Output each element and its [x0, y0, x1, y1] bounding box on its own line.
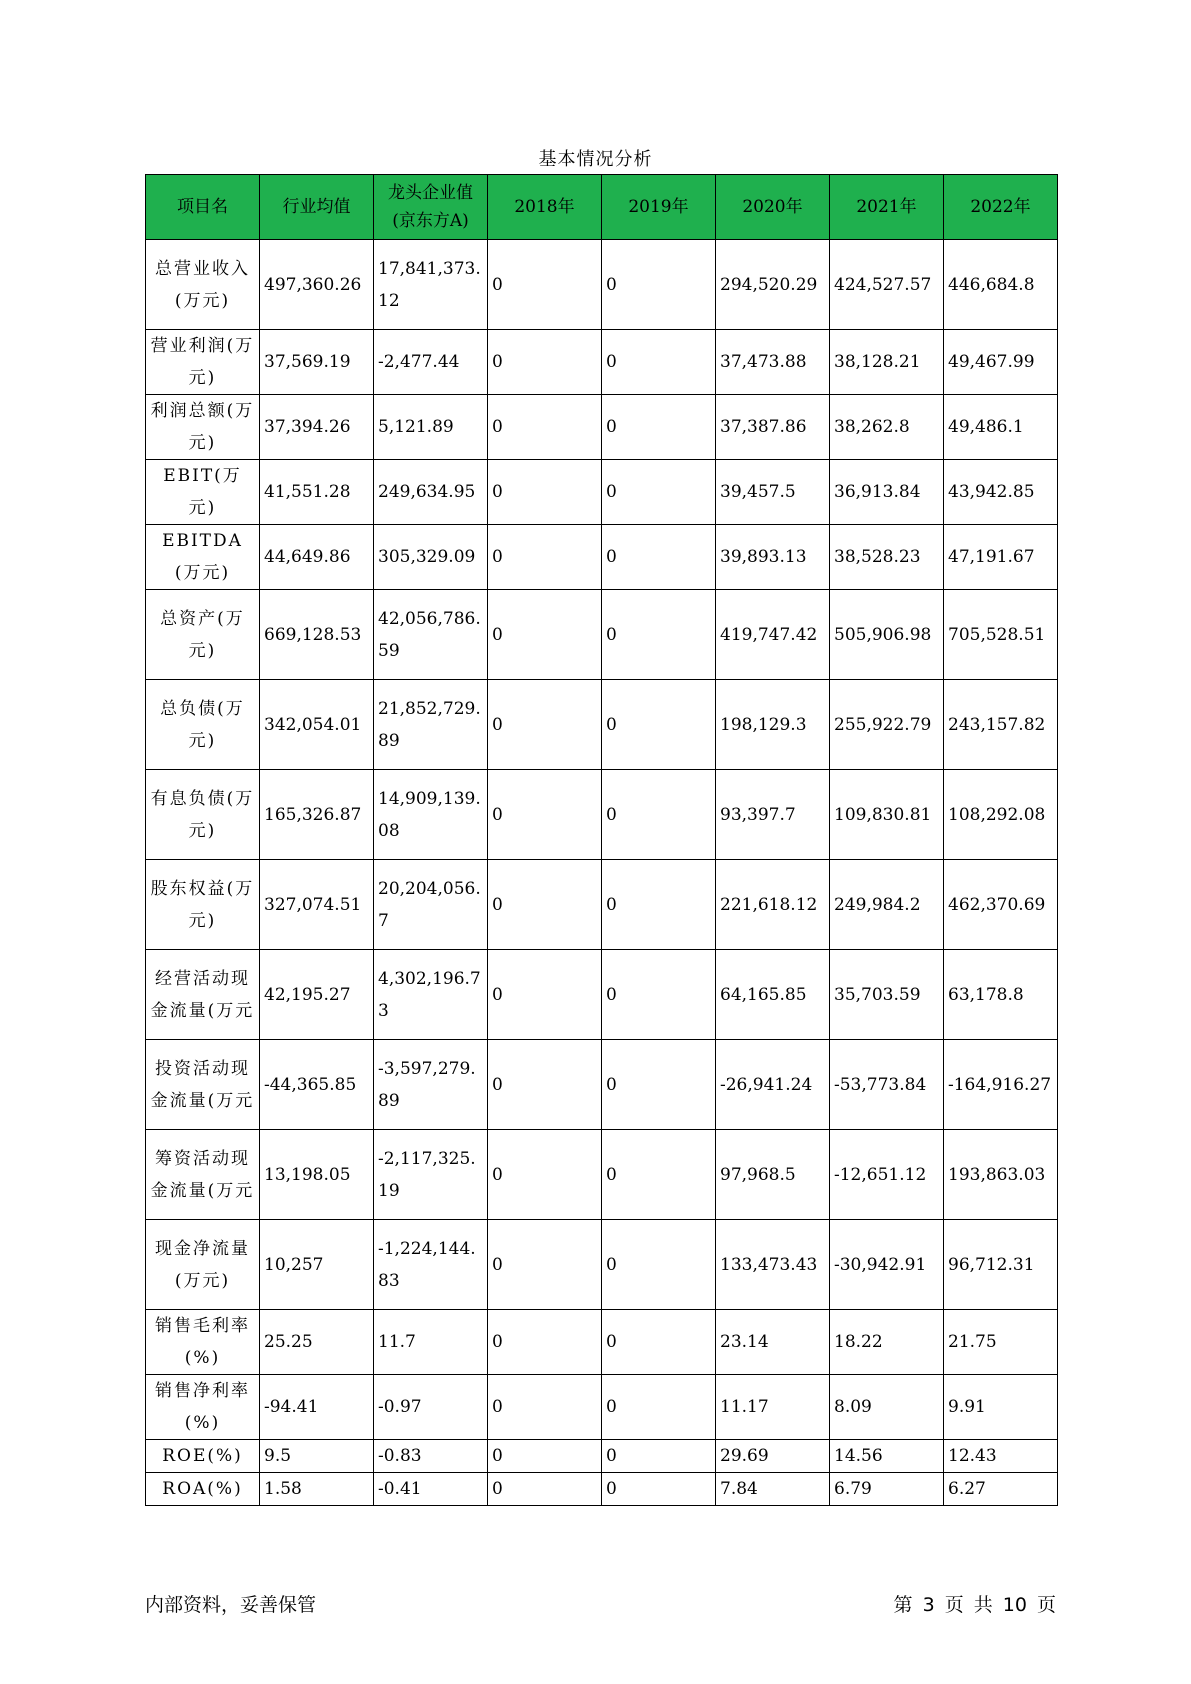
table-cell: 42,195.27: [260, 950, 374, 1040]
table-cell: 0: [488, 1375, 602, 1440]
table-cell: -0.83: [374, 1440, 488, 1473]
table-cell: 446,684.8: [944, 240, 1058, 330]
table-cell: 8.09: [830, 1375, 944, 1440]
table-cell: 0: [602, 1473, 716, 1506]
table-cell: -2,117,325.19: [374, 1130, 488, 1220]
table-cell: -44,365.85: [260, 1040, 374, 1130]
table-cell: 0: [488, 770, 602, 860]
table-cell: 0: [602, 1310, 716, 1375]
table-row: [146, 1440, 1058, 1473]
table-cell: 0: [488, 1440, 602, 1473]
table-body: [146, 240, 1058, 1506]
table-cell: 0: [602, 330, 716, 395]
header-year-2019: 2019年: [602, 175, 716, 240]
table-cell: 0: [488, 1310, 602, 1375]
table-row: [146, 590, 1058, 680]
table-cell: 497,360.26: [260, 240, 374, 330]
table-cell: 0: [488, 525, 602, 590]
table-cell: 327,074.51: [260, 860, 374, 950]
header-industry-average: 行业均值: [260, 175, 374, 240]
table-row: [146, 1040, 1058, 1130]
table-cell: 41,551.28: [260, 460, 374, 525]
table-cell: 23.14: [716, 1310, 830, 1375]
table-cell: 44,649.86: [260, 525, 374, 590]
table-cell: 0: [488, 460, 602, 525]
table-cell: 0: [602, 1375, 716, 1440]
table-cell: 96,712.31: [944, 1220, 1058, 1310]
table-cell: 165,326.87: [260, 770, 374, 860]
table-row: [146, 1310, 1058, 1375]
table-cell: 37,569.19: [260, 330, 374, 395]
table-cell: 6.79: [830, 1473, 944, 1506]
table-cell: 93,397.7: [716, 770, 830, 860]
table-cell: 63,178.8: [944, 950, 1058, 1040]
header-leader-value: 龙头企业值(京东方A): [374, 175, 488, 240]
table-cell: 64,165.85: [716, 950, 830, 1040]
footer-confidential-note: 内部资料，妥善保管: [145, 1594, 317, 1616]
table-cell: 462,370.69: [944, 860, 1058, 950]
row-label: 经营活动现金流量(万元: [146, 950, 260, 1040]
table-cell: 424,527.57: [830, 240, 944, 330]
table-cell: 39,457.5: [716, 460, 830, 525]
row-label: 销售毛利率(%): [146, 1310, 260, 1375]
row-label: EBITDA(万元): [146, 525, 260, 590]
row-label: 总负债(万元): [146, 680, 260, 770]
table-cell: 0: [602, 770, 716, 860]
table-cell: 0: [488, 395, 602, 460]
table-row: [146, 770, 1058, 860]
table-cell: 294,520.29: [716, 240, 830, 330]
table-cell: 0: [488, 1130, 602, 1220]
table-cell: 669,128.53: [260, 590, 374, 680]
table-cell: 0: [602, 1440, 716, 1473]
header-row: [146, 175, 1058, 240]
header-year-2018: 2018年: [488, 175, 602, 240]
row-label: 现金净流量(万元): [146, 1220, 260, 1310]
row-label: ROA(%): [146, 1473, 260, 1506]
table-cell: 9.5: [260, 1440, 374, 1473]
table-cell: 20,204,056.7: [374, 860, 488, 950]
footer-page-number: 第 3 页 共 10 页: [893, 1594, 1056, 1616]
table-row: [146, 330, 1058, 395]
table-cell: 97,968.5: [716, 1130, 830, 1220]
table-cell: -12,651.12: [830, 1130, 944, 1220]
table-cell: -0.97: [374, 1375, 488, 1440]
analysis-table: [145, 174, 1058, 1506]
table-cell: 37,394.26: [260, 395, 374, 460]
table-cell: 108,292.08: [944, 770, 1058, 860]
table-cell: 37,473.88: [716, 330, 830, 395]
table-cell: -2,477.44: [374, 330, 488, 395]
table-row: [146, 950, 1058, 1040]
table-cell: 37,387.86: [716, 395, 830, 460]
table-cell: 255,922.79: [830, 680, 944, 770]
table-row: [146, 1130, 1058, 1220]
row-label: EBIT(万元): [146, 460, 260, 525]
header-year-2022: 2022年: [944, 175, 1058, 240]
table-cell: 0: [602, 860, 716, 950]
table-cell: 0: [488, 1473, 602, 1506]
table-cell: 0: [602, 590, 716, 680]
table-cell: 0: [488, 590, 602, 680]
table-cell: 419,747.42: [716, 590, 830, 680]
table-cell: -164,916.27: [944, 1040, 1058, 1130]
table-cell: 305,329.09: [374, 525, 488, 590]
table-row: [146, 460, 1058, 525]
table-cell: 29.69: [716, 1440, 830, 1473]
table-cell: 0: [488, 1040, 602, 1130]
table-cell: 0: [488, 1220, 602, 1310]
table-row: [146, 240, 1058, 330]
table-cell: 5,121.89: [374, 395, 488, 460]
table-cell: -30,942.91: [830, 1220, 944, 1310]
table-cell: 243,157.82: [944, 680, 1058, 770]
table-cell: 14.56: [830, 1440, 944, 1473]
table-cell: 0: [488, 680, 602, 770]
table-cell: 1.58: [260, 1473, 374, 1506]
table-cell: 42,056,786.59: [374, 590, 488, 680]
table-cell: 18.22: [830, 1310, 944, 1375]
table-cell: 38,128.21: [830, 330, 944, 395]
table-row: [146, 1375, 1058, 1440]
table-cell: 11.7: [374, 1310, 488, 1375]
table-cell: 38,262.8: [830, 395, 944, 460]
table-cell: 13,198.05: [260, 1130, 374, 1220]
table-cell: 705,528.51: [944, 590, 1058, 680]
row-label: 筹资活动现金流量(万元: [146, 1130, 260, 1220]
table-cell: -1,224,144.83: [374, 1220, 488, 1310]
table-cell: -26,941.24: [716, 1040, 830, 1130]
table-cell: 198,129.3: [716, 680, 830, 770]
table-cell: -3,597,279.89: [374, 1040, 488, 1130]
table-row: [146, 860, 1058, 950]
table-cell: -94.41: [260, 1375, 374, 1440]
table-cell: 193,863.03: [944, 1130, 1058, 1220]
table-cell: 0: [602, 1040, 716, 1130]
row-label: 总资产(万元): [146, 590, 260, 680]
table-cell: 11.17: [716, 1375, 830, 1440]
header-item-name: 项目名: [146, 175, 260, 240]
table-cell: 6.27: [944, 1473, 1058, 1506]
table-cell: 14,909,139.08: [374, 770, 488, 860]
table-cell: -0.41: [374, 1473, 488, 1506]
table-cell: 0: [488, 330, 602, 395]
table-cell: 7.84: [716, 1473, 830, 1506]
table-cell: 249,634.95: [374, 460, 488, 525]
table-row: [146, 1473, 1058, 1506]
table-cell: 35,703.59: [830, 950, 944, 1040]
table-cell: 109,830.81: [830, 770, 944, 860]
table-cell: 249,984.2: [830, 860, 944, 950]
table-cell: 0: [602, 240, 716, 330]
table-row: [146, 395, 1058, 460]
table-cell: 342,054.01: [260, 680, 374, 770]
table-cell: 21,852,729.89: [374, 680, 488, 770]
table-cell: 0: [488, 950, 602, 1040]
table-cell: 25.25: [260, 1310, 374, 1375]
table-cell: 36,913.84: [830, 460, 944, 525]
table-cell: 0: [488, 860, 602, 950]
table-cell: -53,773.84: [830, 1040, 944, 1130]
table-cell: 49,467.99: [944, 330, 1058, 395]
table-cell: 0: [602, 1220, 716, 1310]
row-label: 销售净利率(%): [146, 1375, 260, 1440]
table-cell: 133,473.43: [716, 1220, 830, 1310]
table-cell: 12.43: [944, 1440, 1058, 1473]
row-label: 营业利润(万元): [146, 330, 260, 395]
row-label: 投资活动现金流量(万元: [146, 1040, 260, 1130]
header-year-2021: 2021年: [830, 175, 944, 240]
table-cell: 0: [602, 395, 716, 460]
table-cell: 0: [602, 525, 716, 590]
table-cell: 10,257: [260, 1220, 374, 1310]
table-cell: 0: [602, 1130, 716, 1220]
table-cell: 38,528.23: [830, 525, 944, 590]
header-year-2020: 2020年: [716, 175, 830, 240]
table-cell: 0: [602, 460, 716, 525]
table-cell: 505,906.98: [830, 590, 944, 680]
table-cell: 221,618.12: [716, 860, 830, 950]
table-cell: 0: [488, 240, 602, 330]
table-cell: 0: [602, 680, 716, 770]
table-cell: 0: [602, 950, 716, 1040]
page-title: 基本情况分析: [538, 149, 653, 170]
table-cell: 47,191.67: [944, 525, 1058, 590]
table-row: [146, 1220, 1058, 1310]
table-cell: 21.75: [944, 1310, 1058, 1375]
table-cell: 43,942.85: [944, 460, 1058, 525]
table-cell: 49,486.1: [944, 395, 1058, 460]
row-label: 股东权益(万元): [146, 860, 260, 950]
table-header: [146, 175, 1058, 240]
table-cell: 17,841,373.12: [374, 240, 488, 330]
row-label: 利润总额(万元): [146, 395, 260, 460]
table-cell: 9.91: [944, 1375, 1058, 1440]
table-row: [146, 680, 1058, 770]
row-label: ROE(%): [146, 1440, 260, 1473]
table-cell: 39,893.13: [716, 525, 830, 590]
table-cell: 4,302,196.73: [374, 950, 488, 1040]
row-label: 有息负债(万元): [146, 770, 260, 860]
row-label: 总营业收入(万元): [146, 240, 260, 330]
table-row: [146, 525, 1058, 590]
